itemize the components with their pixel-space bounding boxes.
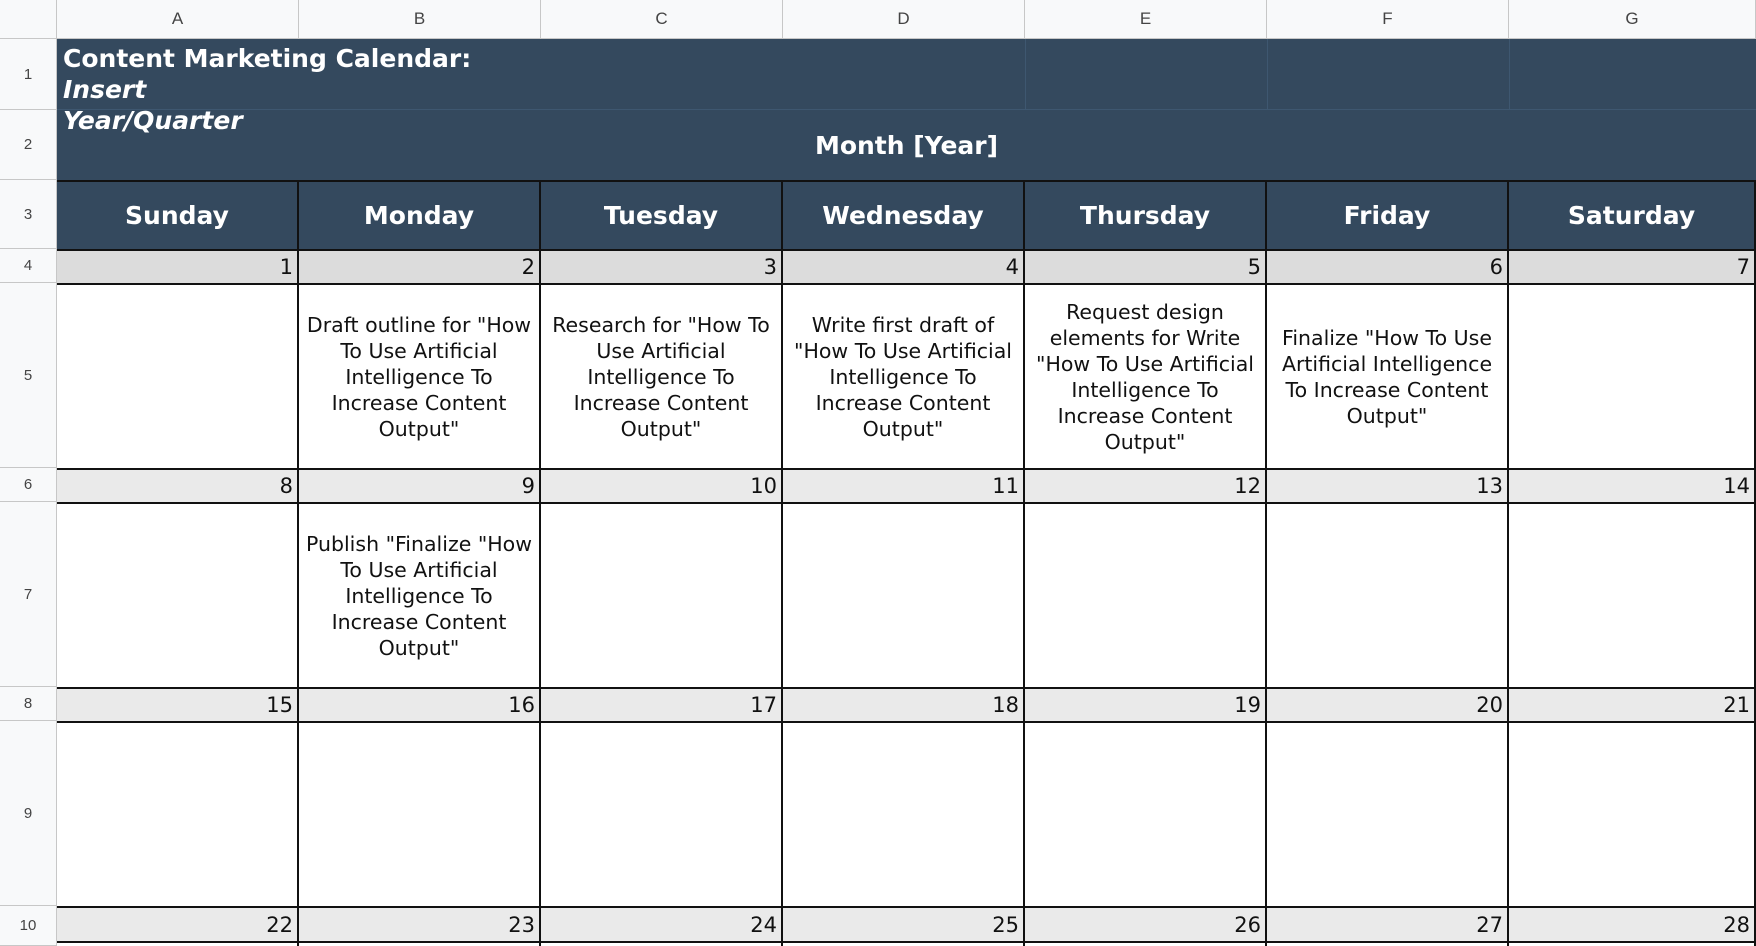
calendar-cell[interactable] — [541, 502, 783, 687]
day-header-friday[interactable]: Friday — [1267, 180, 1509, 249]
date-cell[interactable]: 21 — [1509, 687, 1756, 721]
task-text: Research for "How To Use Artificial Intelligence To Increase Content Output" — [552, 312, 770, 441]
calendar-cell[interactable] — [1025, 502, 1267, 687]
day-header-saturday[interactable]: Saturday — [1509, 180, 1756, 249]
calendar-cell[interactable] — [1025, 721, 1267, 906]
title-main: Content Marketing Calendar: — [63, 44, 472, 73]
task-text: Draft outline for "How To Use Artificial Intelligence To Increase Content Output" — [306, 312, 532, 441]
date-cell[interactable]: 15 — [57, 687, 299, 721]
band-gridline — [1025, 39, 1026, 110]
calendar-cell[interactable] — [57, 721, 299, 906]
date-cell[interactable]: 9 — [299, 468, 541, 502]
date-cell[interactable]: 2 — [299, 249, 541, 283]
row-header-4[interactable]: 4 — [0, 249, 57, 283]
date-cell[interactable]: 27 — [1267, 906, 1509, 941]
column-header-c[interactable]: C — [541, 0, 783, 39]
select-all-corner[interactable] — [0, 0, 57, 39]
date-cell[interactable]: 16 — [299, 687, 541, 721]
calendar-cell[interactable] — [1267, 721, 1509, 906]
day-header-wednesday[interactable]: Wednesday — [783, 180, 1025, 249]
calendar-cell[interactable] — [299, 502, 541, 687]
calendar-cell[interactable] — [299, 283, 541, 468]
calendar-cell[interactable] — [1025, 283, 1267, 468]
day-header-tuesday[interactable]: Tuesday — [541, 180, 783, 249]
date-cell[interactable]: 24 — [541, 906, 783, 941]
date-cell[interactable]: 20 — [1267, 687, 1509, 721]
task-text: Write first draft of "How To Use Artificial Intelligence To Increase Content Output" — [794, 312, 1012, 441]
calendar-cell[interactable] — [299, 721, 541, 906]
month-label[interactable]: Month [Year] — [814, 130, 999, 160]
task-text: Request design elements for Write "How To Use Artificial Intelligence To Increase Content Output" — [1036, 299, 1254, 454]
column-header-d[interactable]: D — [783, 0, 1025, 39]
date-cell[interactable]: 8 — [57, 468, 299, 502]
day-header-sunday[interactable]: Sunday — [57, 180, 299, 249]
calendar-cell[interactable] — [541, 721, 783, 906]
row-header-3[interactable]: 3 — [0, 180, 57, 249]
calendar-cell[interactable] — [1509, 502, 1756, 687]
column-header-b[interactable]: B — [299, 0, 541, 39]
day-header-monday[interactable]: Monday — [299, 180, 541, 249]
title-italic-line2: Year/Quarter — [63, 106, 243, 135]
date-cell[interactable]: 7 — [1509, 249, 1756, 283]
band-gridline — [1509, 39, 1510, 110]
grid-border — [57, 941, 1756, 943]
date-cell[interactable]: 10 — [541, 468, 783, 502]
calendar-cell[interactable] — [57, 283, 299, 468]
row-header-7[interactable]: 7 — [0, 502, 57, 687]
calendar-cell[interactable] — [1509, 721, 1756, 906]
date-cell[interactable]: 12 — [1025, 468, 1267, 502]
column-header-f[interactable]: F — [1267, 0, 1509, 39]
date-cell[interactable]: 23 — [299, 906, 541, 941]
calendar-cell[interactable] — [783, 502, 1025, 687]
date-cell[interactable]: 19 — [1025, 687, 1267, 721]
date-cell[interactable]: 13 — [1267, 468, 1509, 502]
calendar-cell[interactable] — [57, 502, 299, 687]
row-header-8[interactable]: 8 — [0, 687, 57, 721]
date-cell[interactable]: 4 — [783, 249, 1025, 283]
calendar-cell[interactable] — [1267, 502, 1509, 687]
row-header-6[interactable]: 6 — [0, 468, 57, 502]
task-text: Publish "Finalize "How To Use Artificial Intelligence To Increase Content Output" — [305, 531, 532, 660]
row-header-5[interactable]: 5 — [0, 283, 57, 468]
row-header-1[interactable]: 1 — [0, 39, 57, 110]
band-gridline — [1267, 39, 1268, 110]
column-header-a[interactable]: A — [57, 0, 299, 39]
date-cell[interactable]: 25 — [783, 906, 1025, 941]
date-cell[interactable]: 1 — [57, 249, 299, 283]
date-cell[interactable]: 28 — [1509, 906, 1756, 941]
date-cell[interactable]: 14 — [1509, 468, 1756, 502]
calendar-cell[interactable] — [541, 283, 783, 468]
date-cell[interactable]: 6 — [1267, 249, 1509, 283]
calendar-cell[interactable] — [1509, 283, 1756, 468]
calendar-cell[interactable] — [783, 283, 1025, 468]
date-cell[interactable]: 3 — [541, 249, 783, 283]
column-header-e[interactable]: E — [1025, 0, 1267, 39]
day-header-thursday[interactable]: Thursday — [1025, 180, 1267, 249]
column-header-g[interactable]: G — [1509, 0, 1756, 39]
date-cell[interactable]: 22 — [57, 906, 299, 941]
calendar-cell[interactable] — [1267, 283, 1509, 468]
date-cell[interactable]: 17 — [541, 687, 783, 721]
date-cell[interactable]: 5 — [1025, 249, 1267, 283]
row-header-2[interactable]: 2 — [0, 110, 57, 180]
title-italic-line1: Insert — [63, 75, 147, 104]
calendar-cell[interactable] — [783, 721, 1025, 906]
row-header-10[interactable]: 10 — [0, 906, 57, 946]
date-cell[interactable]: 11 — [783, 468, 1025, 502]
row-header-9[interactable]: 9 — [0, 721, 57, 906]
date-cell[interactable]: 18 — [783, 687, 1025, 721]
task-text: Finalize "How To Use Artificial Intelligence To Increase Content Output" — [1281, 325, 1493, 428]
date-cell[interactable]: 26 — [1025, 906, 1267, 941]
